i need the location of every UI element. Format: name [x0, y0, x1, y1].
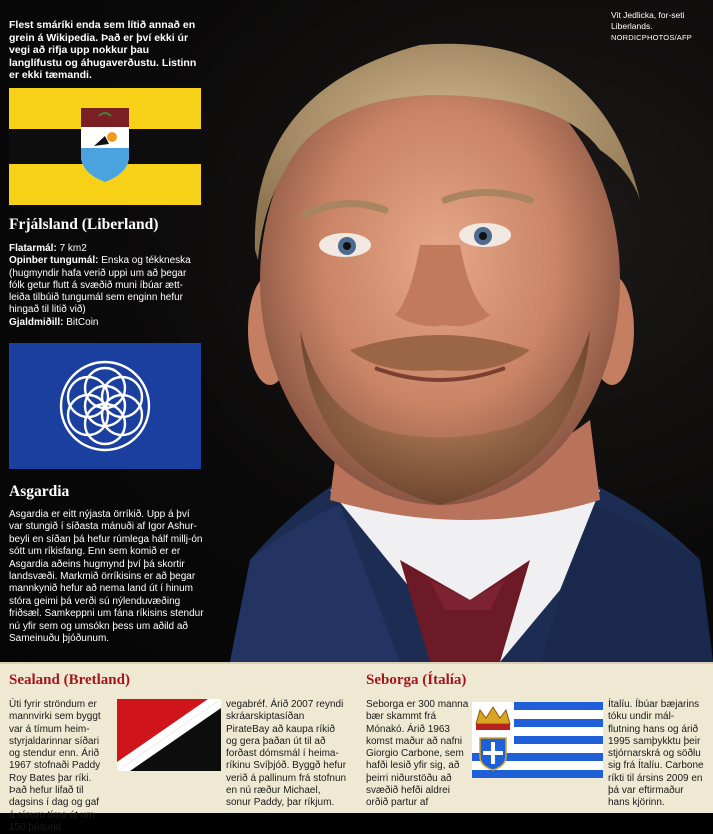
liberland-facts	[9, 243, 204, 329]
liberland-flag	[9, 88, 201, 205]
asgardia-title: Asgardia	[9, 483, 70, 500]
bottom-panel	[0, 662, 713, 833]
area-value: 7 km2	[59, 243, 87, 254]
caption-text: Vit Jedlicka, for-seti Liberlands.	[611, 10, 685, 31]
seborga-text-col1: Seborga er 300 manna bær skammt frá Mónakó. Árið 1963 komst maður að nafni Giorgio Carbone, sem hafði lesið yfir sig, að þeirri niðurstöðu að svæðið hefði aldrei orðið partur af	[366, 699, 469, 809]
sealand-text-col1: Úti fyrir ströndum er mannvirki sem byggt var á tímum heim-styrjaldarinnar síðari og stendur enn. Árið 1967 stofnaði Paddy Roy Bates þar ríki. Það hefur lifað til dagsins í dag og gaf á sínum tíma út um 150 þúsund	[9, 699, 101, 833]
sealand-title: Sealand (Bretland)	[9, 672, 130, 688]
asgardia-flag	[9, 343, 201, 469]
seborga-text-col2: Ítalíu. Íbúar bæjarins tóku undir mál-flutning hans og árið 1995 samþykktu þeir stjórnarskrá og söðlu sig frá Ítalíu. Carbone ríkti til ársins 2009 en þá var eftirmaður hans kjörinn.	[608, 699, 704, 809]
currency-label: Gjaldmiðill:	[9, 316, 64, 328]
area-label: Flatarmál:	[9, 243, 57, 254]
seborga-flag	[472, 702, 603, 778]
liberland-title: Frjálsland (Liberland)	[9, 216, 159, 233]
sealand-text-col2: vegabréf. Árið 2007 reyndi skráarskiptasíðan PirateBay að kaupa ríkið og gera þaðan út til að forðast dómsmál í heima-ríkinu Svíþjóð. Byggð hefur verið á pallinum frá stofnun en nú ræður Michael, sonur Paddy, þar ríkjum.	[226, 699, 347, 809]
language-value: Enska og tékkneska (hugmyndir hafa verið uppi um að þegar fólk getur flutt á svæðið muni íbúar ætt-leiða tilbúið tungumál sem enginn hefur hingað til litið við)	[9, 255, 191, 316]
seborga-title: Seborga (Ítalía)	[366, 672, 467, 688]
photo-credit: NORDICPHOTOS/AFP	[611, 33, 692, 42]
language-label: Opinber tungumál:	[9, 255, 99, 267]
panel-divider	[0, 662, 713, 664]
sealand-flag	[117, 699, 221, 771]
currency-value: BitCoin	[66, 316, 99, 328]
intro-text: Flest smáríki enda sem lítið annað en grein á Wikipedia. Það er því ekki úr vegi að rifja upp nokkur þau langlífustu og áhugaverðustu. Listinn er ekki tæmandi.	[9, 19, 197, 81]
asgardia-body: Asgardia er eitt nýjasta örríkið. Upp á því var stungið í síðasta mánuði af Igor Ashur-beyli en síðan þá hefur rúmlega hálf millj-ón sótt um ríkisfang. Enn sem komið er er Asgardia aðeins hugmynd því þá skortir landsvæði. Markmið örríkisins er að þegar mannkynið hefur að nema land út í hinum stóra geimi þá verði sú nýlenduvæðing friðsæl. Samkeppni um fána ríkisins stendur nú yfir sem og umsókn þess um aðild að Sameinuðu þjóðunum.	[9, 509, 204, 645]
photo-caption	[611, 10, 703, 43]
